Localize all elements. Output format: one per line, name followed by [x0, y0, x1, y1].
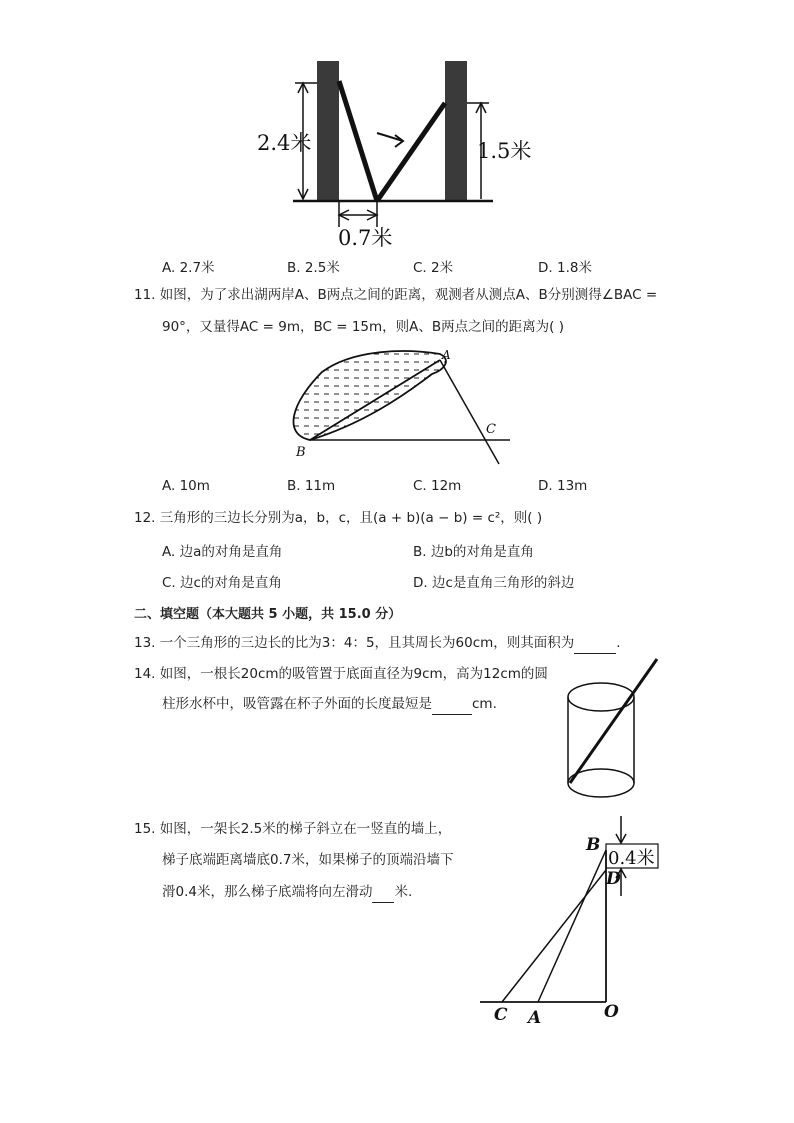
q11-option-d[interactable]: D. 13m	[538, 478, 588, 494]
q13-answer-blank[interactable]	[574, 633, 616, 654]
point-a-label: A	[528, 1008, 542, 1028]
ladder-left	[339, 81, 377, 201]
q11-text-line2: 90°，又量得AC = 9m，BC = 15m，则A、B两点之间的距离为( )	[162, 319, 564, 335]
ladder-dc	[502, 870, 606, 1002]
q11-text-line1: 11. 如图，为了求出湖两岸A、B两点之间的距离，观测者从测点A、B分别测得∠BAC =	[134, 287, 658, 303]
q14-question: 柱形水杯中，吸管露在杯子外面的长度最短是	[162, 696, 432, 712]
q10-option-d[interactable]: D. 1.8米	[538, 260, 592, 276]
section-fill-in-title: 二、填空题（本大题共 5 小题，共 15.0 分）	[134, 607, 402, 622]
point-o-label: O	[604, 1002, 619, 1022]
point-b-label: B	[586, 835, 601, 855]
measure-label: 0.4米	[608, 848, 655, 869]
point-d-label: D	[606, 869, 621, 889]
point-c-label: C	[486, 422, 496, 437]
direction-arrow-icon	[377, 133, 403, 147]
q14-text-line2	[162, 694, 497, 715]
straw	[570, 659, 657, 783]
q12-text: 12. 三角形的三边长分别为a，b，c，且(a + b)(a − b) = c²，则( )	[134, 510, 543, 526]
q11-option-b[interactable]: B. 11m	[287, 478, 336, 494]
ladder-right	[377, 103, 445, 201]
q14-cup-figure	[562, 655, 667, 805]
q14-text-line1: 14. 如图，一根长20cm的吸管置于底面直径为9cm，高为12cm的圆	[134, 666, 548, 682]
q13-question: 13. 一个三角形的三边长的比为3：4：5，且其周长为60cm，则其面积为	[134, 635, 575, 651]
right-pole	[445, 61, 467, 201]
point-b-label: B	[296, 445, 306, 460]
q10-option-c[interactable]: C. 2米	[413, 260, 454, 276]
q14-unit: cm.	[472, 696, 497, 712]
q11-figure	[282, 342, 522, 467]
q13-text	[134, 633, 621, 654]
q15-answer-blank[interactable]	[372, 882, 394, 903]
q12-option-d[interactable]: D. 边c是直角三角形的斜边	[413, 575, 575, 591]
q12-option-a[interactable]: A. 边a的对角是直角	[162, 544, 283, 560]
q13-end: .	[616, 635, 621, 651]
q12-option-c[interactable]: C. 边c的对角是直角	[162, 575, 282, 591]
q14-answer-blank[interactable]	[432, 694, 472, 715]
q15-question: 滑0.4米，那么梯子底端将向左滑动	[162, 884, 373, 900]
point-c-label: C	[494, 1005, 508, 1025]
q15-text-line3	[162, 882, 412, 903]
q15-text-line1: 15. 如图，一架长2.5米的梯子斜立在一竖直的墙上，	[134, 821, 452, 837]
q15-unit: 米.	[394, 884, 413, 900]
left-pole	[317, 61, 339, 201]
q11-option-a[interactable]: A. 10m	[162, 478, 210, 494]
q11-option-c[interactable]: C. 12m	[413, 478, 462, 494]
lake-shape	[293, 351, 445, 440]
q10-option-a[interactable]: A. 2.7米	[162, 260, 215, 276]
q10-option-b[interactable]: B. 2.5米	[287, 260, 340, 276]
ladder-ba	[538, 850, 606, 1002]
point-a-label: A	[442, 348, 451, 362]
q15-ladder-figure	[478, 810, 678, 1030]
bottom-distance-label: 0.7米	[338, 226, 393, 250]
q15-text-line2: 梯子底端距离墙底0.7米，如果梯子的顶端沿墙下	[162, 852, 454, 868]
q10-figure	[255, 55, 535, 250]
right-height-label: 1.5米	[477, 139, 532, 163]
segment-ac	[440, 360, 499, 464]
q12-option-b[interactable]: B. 边b的对角是直角	[413, 544, 534, 560]
left-height-label: 2.4米	[257, 131, 312, 155]
